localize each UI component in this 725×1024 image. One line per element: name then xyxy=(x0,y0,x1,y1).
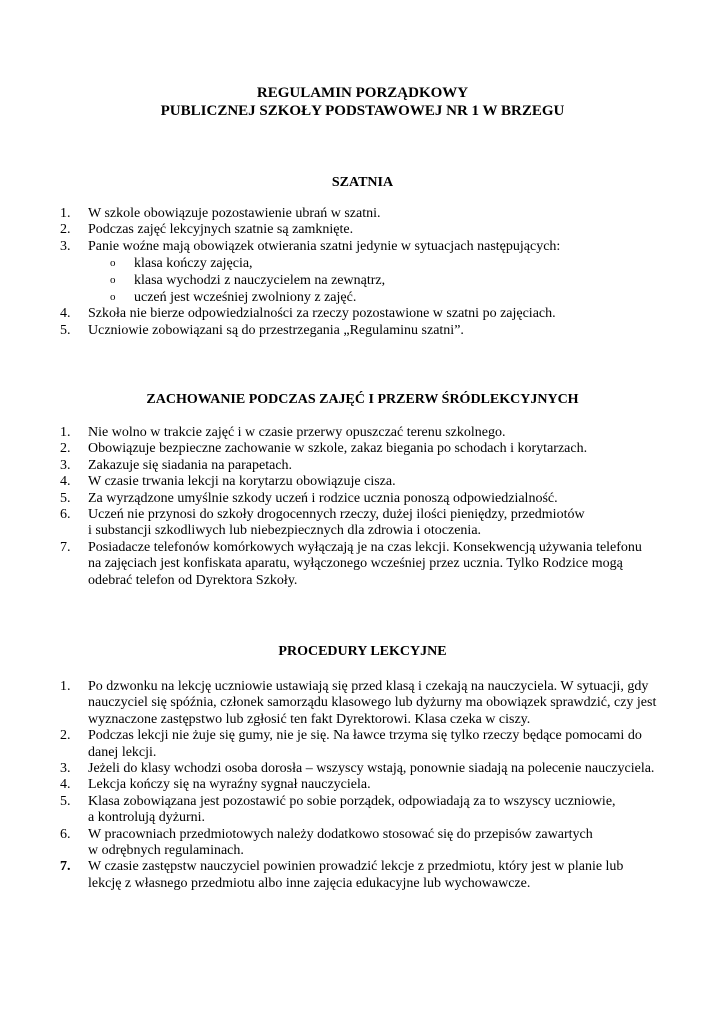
section-list-procedury xyxy=(60,679,700,892)
list-item-text-line: nauczyciel się spóźnia, członek samorządu klasowego lub dyżurny ma obowiązek sprawdzić, czy jest xyxy=(88,695,657,711)
section-heading-procedury: PROCEDURY LEKCYJNE xyxy=(278,644,447,659)
list-item-text-line: W czasie trwania lekcji na korytarzu obowiązuje cisza. xyxy=(88,474,396,490)
list-item-number: 5. xyxy=(60,490,71,506)
list-item-number: 5. xyxy=(60,322,71,338)
circle-bullet-icon: o xyxy=(110,257,116,270)
list-item-text-line: Nie wolno w trakcie zajęć i w czasie przerwy opuszczać terenu szkolnego. xyxy=(88,425,506,440)
list-item-text-line: na zajęciach jest konfiskata aparatu, wyłączonego wcześniej przez ucznia. Tylko Rodzice mogą xyxy=(88,556,623,572)
list-item-number: 3. xyxy=(60,238,71,254)
sub-list-item xyxy=(88,272,700,289)
list-item xyxy=(60,777,700,793)
list-item-text-line: Zakazuje się siadania na parapetach. xyxy=(88,457,293,473)
list-item-number: 1. xyxy=(60,206,71,221)
list-item xyxy=(60,859,700,892)
list-item xyxy=(60,827,700,860)
list-item xyxy=(60,679,700,728)
list-item-number: 3. xyxy=(60,457,71,473)
list-item-text-line: Uczniowie zobowiązani są do przestrzegania „Regulaminu szatni”. xyxy=(88,322,464,338)
list-item-number: 2. xyxy=(60,728,71,744)
circle-bullet-icon: o xyxy=(110,274,116,287)
list-item-number: 7. xyxy=(60,539,71,555)
section-list-zachowanie xyxy=(60,425,700,589)
sub-list-item-text: klasa kończy zajęcia, xyxy=(134,256,253,272)
list-item-number: 7. xyxy=(60,859,71,875)
sub-list xyxy=(88,255,700,306)
list-item xyxy=(60,222,700,238)
section-list-szatnia xyxy=(60,206,700,339)
list-item-text-line: Posiadacze telefonów komórkowych wyłączają je na czas lekcji. Konsekwencją używania telefonu xyxy=(88,539,642,555)
list-item xyxy=(60,474,700,490)
section-heading-zachowanie: ZACHOWANIE PODCZAS ZAJĘĆ I PRZERW ŚRÓDLEKCYJNYCH xyxy=(146,392,579,407)
list-item xyxy=(60,441,700,457)
list-item xyxy=(60,425,700,441)
list-item-number: 3. xyxy=(60,761,71,777)
sub-list-item-text: uczeń jest wcześniej zwolniony z zajęć. xyxy=(134,290,357,306)
sub-list-item-text: klasa wychodzi z nauczycielem na zewnątrz, xyxy=(134,273,386,289)
list-item-text-line: i substancji szkodliwych lub niebezpiecznych dla zdrowia i otoczenia. xyxy=(88,523,482,539)
list-item-number: 2. xyxy=(60,222,71,238)
list-item-number: 4. xyxy=(60,777,71,793)
list-item-text-line: odebrać telefon od Dyrektora Szkoły. xyxy=(88,572,298,588)
list-item-text-line: a kontrolują dyżurni. xyxy=(88,810,206,826)
list-item xyxy=(60,491,700,507)
list-item-text-line: Szkoła nie bierze odpowiedzialności za rzeczy pozostawione w szatni po zajęciach. xyxy=(88,306,556,322)
list-item xyxy=(60,458,700,474)
title-line-1: REGULAMIN PORZĄDKOWY xyxy=(256,85,469,101)
list-item xyxy=(60,728,700,761)
sub-list-item xyxy=(88,255,700,272)
sub-list-item xyxy=(88,289,700,306)
list-item-number: 1. xyxy=(60,425,71,440)
section-heading-szatnia: SZATNIA xyxy=(331,175,394,190)
list-item xyxy=(60,794,700,827)
list-item-number: 6. xyxy=(60,826,71,842)
list-item-text-line: W czasie zastępstw nauczyciel powinien prowadzić lekcje z przedmiotu, który jest w planie lub xyxy=(88,859,624,875)
list-item-number: 1. xyxy=(60,679,71,694)
list-item-text-line: Jeżeli do klasy wchodzi osoba dorosła – wszyscy wstają, ponownie siadają na polecenie nauczyciela. xyxy=(88,761,655,777)
list-item-number: 4. xyxy=(60,474,71,490)
list-item-text-line: w odrębnych regulaminach. xyxy=(88,843,244,859)
document-title xyxy=(0,84,725,120)
list-item xyxy=(60,323,700,339)
list-item xyxy=(60,306,700,322)
list-item-text-line: Panie woźne mają obowiązek otwierania szatni jedynie w sytuacjach następujących: xyxy=(88,238,561,254)
list-item-text-line: Podczas lekcji nie żuje się gumy, nie je się. Na ławce trzyma się tylko rzeczy będące pomocami do xyxy=(88,728,642,744)
list-item-text-line: Klasa zobowiązana jest pozostawić po sobie porządek, odpowiadają za to wszyscy uczniowie, xyxy=(88,793,616,809)
list-item-text-line: danej lekcji. xyxy=(88,744,157,760)
title-line-2: PUBLICZNEJ SZKOŁY PODSTAWOWEJ NR 1 W BRZEGU xyxy=(160,103,565,119)
list-item xyxy=(60,206,700,222)
list-item xyxy=(60,507,700,540)
list-item-text-line: Za wyrządzone umyślnie szkody uczeń i rodzice ucznia ponoszą odpowiedzialność. xyxy=(88,490,558,506)
list-item xyxy=(60,540,700,589)
list-item-text-line: W szkole obowiązuje pozostawienie ubrań w szatni. xyxy=(88,206,381,221)
list-item xyxy=(60,761,700,777)
list-item-number: 2. xyxy=(60,441,71,457)
list-item-text-line: Podczas zajęć lekcyjnych szatnie są zamknięte. xyxy=(88,222,354,238)
list-item-text-line: Lekcja kończy się na wyraźny sygnał nauczyciela. xyxy=(88,777,371,793)
list-item-text-line: W pracowniach przedmiotowych należy dodatkowo stosować się do przepisów zawartych xyxy=(88,826,593,842)
list-item-text-line: Po dzwonku na lekcję uczniowie ustawiają się przed klasą i czekają na nauczyciela. W sytuacji, gdy xyxy=(88,679,649,694)
list-item-text-line: lekcję z własnego przedmiotu albo inne zajęcia edukacyjne lub wychowawcze. xyxy=(88,875,531,891)
list-item-text-line: Obowiązuje bezpieczne zachowanie w szkole, zakaz biegania po schodach i korytarzach. xyxy=(88,441,588,457)
list-item-number: 6. xyxy=(60,507,71,523)
circle-bullet-icon: o xyxy=(110,291,116,304)
list-item-number: 4. xyxy=(60,306,71,322)
list-item xyxy=(60,239,700,306)
list-item-text-line: wyznaczone zastępstwo lub zgłosić ten fakt Dyrektorowi. Klasa czeka w ciszy. xyxy=(88,711,531,727)
list-item-number: 5. xyxy=(60,793,71,809)
list-item-text-line: Uczeń nie przynosi do szkoły drogocennych rzeczy, dużej ilości pieniędzy, przedmiotów xyxy=(88,507,585,523)
